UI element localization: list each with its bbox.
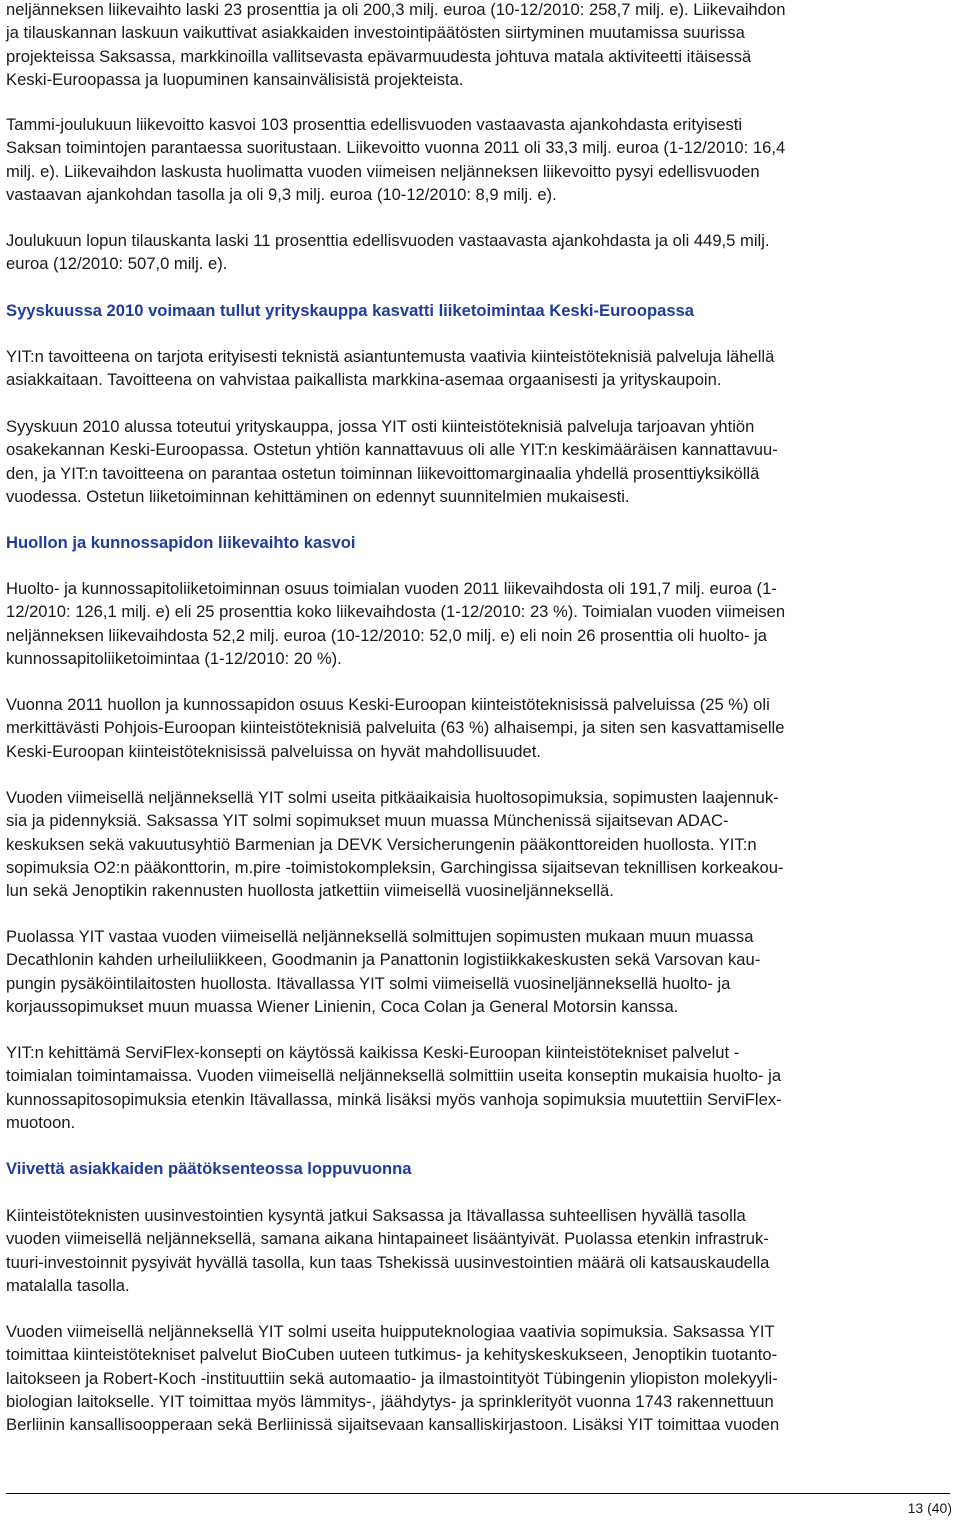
text-line: Puolassa YIT vastaa vuoden viimeisellä neljänneksellä solmittujen sopimusten mukaan muun muassa [6, 927, 754, 946]
text-line: osakekannan Keski-Euroopassa. Ostetun yhtiön kannattavuus oli alle YIT:n keskimääräisen kannattavuu- [6, 440, 778, 460]
paragraph-acquisition-details [6, 415, 778, 508]
text-line: den, ja YIT:n tavoitteena on parantaa ostetun toiminnan liikevoittomarginaalia yhdellä prosenttiyksiköllä [6, 463, 760, 483]
text-line: toimittaa kiinteistötekniset palvelut BioCuben uuteen tutkimus- ja kehityskeskukseen, Jenoptikin tuotanto- [6, 1345, 778, 1365]
text-line: vastaavan ajankohdan tasolla ja oli 9,3 milj. euroa (10-12/2010: 8,9 milj. e). [6, 184, 557, 204]
text-line: Decathlonin kahden urheiluliikkeen, Goodmanin ja Panattonin logistiikkakeskusten sekä Varsovan kau- [6, 950, 761, 970]
text-line: asiakkaitaan. Tavoitteena on vahvistaa paikallista markkina-asemaa orgaanisesti ja yrityskaupoin. [6, 370, 722, 390]
footer-divider [6, 1493, 950, 1494]
text-line: euroa (12/2010: 507,0 milj. e). [6, 254, 228, 274]
text-line: YIT:n kehittämä ServiFlex-konsepti on käytössä kaikissa Keski-Euroopan kiinteistötekniset palvelut - [6, 1043, 740, 1062]
text-line: sia ja pidennyksiä. Saksassa YIT solmi sopimukset muun muassa Münchenissä sijaitsevan ADAC- [6, 811, 729, 831]
text-line: neljänneksen liikevaihdosta 52,2 milj. euroa (10-12/2010: 52,0 milj. e) eli noin 26 prosenttia oli huolto- ja [6, 625, 768, 645]
text-line: Saksan toimintojen parantaessa suoritustaan. Liikevoitto vuonna 2011 oli 33,3 milj. euroa (1-12/2010: 16,4 [6, 138, 786, 158]
section-heading-maintenance: Huollon ja kunnossapidon liikevaihto kasvoi [6, 533, 356, 552]
text-line: Kiinteistöteknisten uusinvestointien kysyntä jatkui Saksassa ja Itävallassa suhteellisen hyvällä tasolla [6, 1206, 746, 1225]
text-line: laitokseen ja Robert-Koch -instituuttiin sekä automaatio- ja ilmastointityöt Tübingenin yliopiston molekyyli- [6, 1368, 778, 1388]
paragraph-new-investment-demand [6, 1204, 769, 1297]
text-line: Keski-Euroopassa ja luopuminen kansainvälisistä projekteista. [6, 69, 464, 89]
text-line: Vuoden viimeisellä neljänneksellä YIT solmi useita huipputeknologiaa vaativia sopimuksia. Saksassa YIT [6, 1322, 775, 1341]
paragraph-central-europe-share [6, 693, 784, 763]
text-line: kunnossapitosopimuksia etenkin Itävallassa, minkä lisäksi myös vanhoja sopimuksia muutettiin ServiFlex- [6, 1089, 782, 1109]
text-line: Keski-Euroopan kiinteistöteknisissä palveluissa on hyvät mahdollisuudet. [6, 741, 541, 761]
text-line: matalalla tasolla. [6, 1275, 130, 1295]
text-line: korjaussopimukset muun muassa Wiener Linienin, Coca Colan ja General Motorsin kanssa. [6, 996, 679, 1016]
text-line: Joulukuun lopun tilauskanta laski 11 prosenttia edellisvuoden vastaavasta ajankohdasta ja oli 449,5 milj. [6, 231, 770, 250]
paragraph-yit-goal [6, 345, 774, 392]
text-line: tuuri-investoinnit pysyivät hyvällä tasolla, kun taas Tshekissä uusinvestointien määrä oli katsauskaudella [6, 1252, 770, 1272]
paragraph-order-backlog [6, 229, 770, 276]
page-number: 13 (40) [907, 1500, 952, 1516]
text-line: biologian laitokselle. YIT toimittaa myös lämmitys-, jäähdytys- ja sprinklerityöt vuonna 1743 rakennettuun [6, 1391, 774, 1411]
text-line: keskuksen sekä vakuutusyhtiö Barmenian ja DEVK Versicherungenin pääkonttoreiden huollosta. YIT:n [6, 834, 757, 854]
text-line: Syyskuun 2010 alussa toteutui yrityskauppa, jossa YIT osti kiinteistöteknisiä palveluja tarjoavan yhtiön [6, 417, 755, 436]
text-line: Vuonna 2011 huollon ja kunnossapidon osuus Keski-Euroopan kiinteistöteknisissä palveluissa (25 %) oli [6, 695, 770, 714]
paragraph-germany-contracts [6, 786, 783, 902]
text-line: Tammi-joulukuun liikevoitto kasvoi 103 prosenttia edellisvuoden vastaavasta ajankohdasta erityisesti [6, 115, 743, 134]
text-line: 12/2010: 126,1 milj. e) eli 25 prosenttia koko liikevaihdosta (1-12/2010: 23 %). Toimialan vuoden viimeisen [6, 602, 786, 622]
text-line: neljänneksen liikevaihto laski 23 prosenttia ja oli 200,3 milj. euroa (10-12/2010: 258,7 milj. e). Liikevaihdon [6, 0, 786, 19]
text-line: kunnossapitoliiketoimintaa (1-12/2010: 20 %). [6, 648, 342, 668]
text-line: vuodessa. Ostetun liiketoiminnan kehittäminen on edennyt suunnitelmien mukaisesti. [6, 486, 630, 506]
section-heading-delays: Viivettä asiakkaiden päätöksenteossa loppuvuonna [6, 1159, 412, 1178]
text-line: merkittävästi Pohjois-Euroopan kiinteistöteknisiä palveluita (63 %) alhaisempi, ja siten sen kasvattamiselle [6, 718, 785, 738]
text-line: milj. e). Liikevaihdon laskusta huolimatta vuoden viimeisen neljänneksen liikevoitto pysyi edellisvuoden [6, 161, 760, 181]
text-line: toimialan toimintamaissa. Vuoden viimeisellä neljänneksellä solmittiin useita konseptin mukaisia huolto- ja [6, 1066, 782, 1086]
text-line: projekteissa Saksassa, markkinoilla vallitsevasta epävarmuudesta johtuva matala aktiviteetti itäisessä [6, 46, 752, 66]
paragraph-maintenance-share [6, 577, 785, 670]
text-line: pungin pysäköintilaitosten huollosta. Itävallassa YIT solmi viimeisellä vuosineljänneksellä huolto- ja [6, 973, 731, 993]
section-heading-acquisition: Syyskuussa 2010 voimaan tullut yrityskauppa kasvatti liiketoimintaa Keski-Euroopassa [6, 301, 695, 320]
text-line: lun sekä Jenoptikin rakennusten huollosta jatkettiin viimeisellä vuosineljänneksellä. [6, 881, 614, 901]
text-line: ja tilauskannan laskuun vaikuttivat asiakkaiden investointipäätösten siirtyminen muutamissa suurissa [6, 23, 745, 43]
paragraph-serviflex [6, 1041, 782, 1134]
text-line: YIT:n tavoitteena on tarjota erityisesti teknistä asiantuntemusta vaativia kiinteistöteknisiä palveluja lähellä [6, 347, 775, 366]
paragraph-operating-profit [6, 113, 785, 206]
text-line: Vuoden viimeisellä neljänneksellä YIT solmi useita pitkäaikaisia huoltosopimuksia, sopimusten laajennuk- [6, 788, 779, 807]
text-line: Berliinin kansallisoopperaan sekä Berliinissä sijaitsevaan kansalliskirjastoon. Lisäksi YIT toimittaa vuoden [6, 1415, 780, 1435]
text-line: Huolto- ja kunnossapitoliiketoiminnan osuus toimialan vuoden 2011 liikevaihdosta oli 191,7 milj. euroa (1- [6, 579, 777, 598]
paragraph-poland-austria-contracts [6, 925, 760, 1018]
text-line: sopimuksia O2:n pääkonttorin, m.pire -toimistokompleksin, Garchingissa sijaitsevan teknillisen korkeakou- [6, 857, 784, 877]
paragraph-high-tech-contracts [6, 1320, 779, 1436]
paragraph-q4-revenue [6, 0, 785, 91]
text-line: vuoden viimeisellä neljänneksellä, samana aikana hintapaineet lisääntyivät. Puolassa etenkin infrastruk- [6, 1229, 769, 1249]
text-line: muotoon. [6, 1112, 76, 1132]
